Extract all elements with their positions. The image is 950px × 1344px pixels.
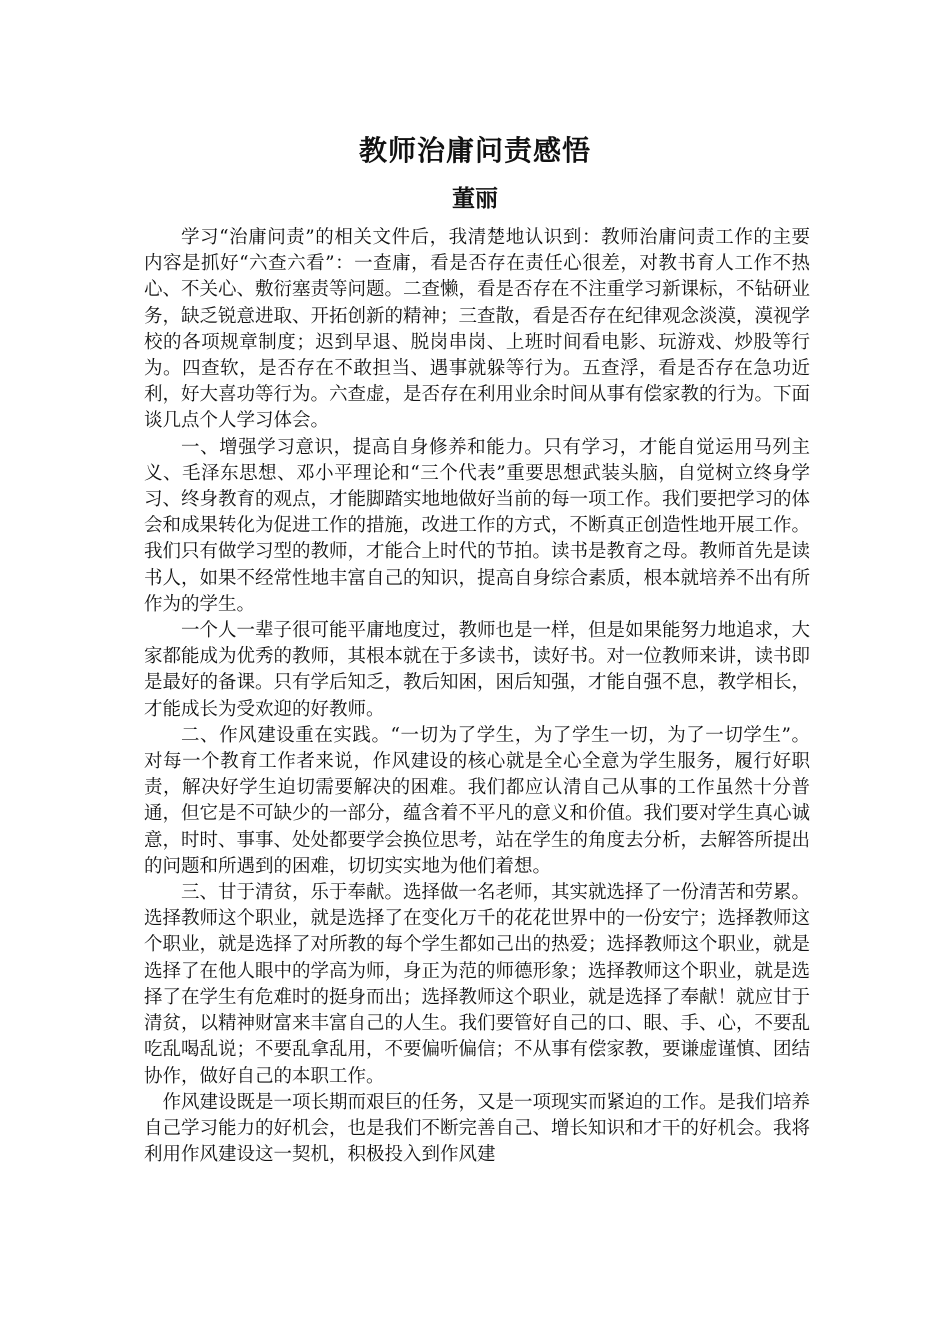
document-body	[144, 225, 810, 1168]
paragraph-learning: 一、增强学习意识，提高自身修养和能力。只有学习，才能自觉运用马列主义、毛泽东思想、邓小平理论和“三个代表”重要思想武装头脑，自觉树立终身学习、终身教育的观点，才能脚踏实地地做好当前的每一项工作。我们要把学习的体会和成果转化为促进工作的措施，改进工作的方式，不断真正创造性地开展工作。我们只有做学习型的教师，才能合上时代的节拍。读书是教育之母。教师首先是读书人，如果不经常性地丰富自己的知识，提高自身综合素质，根本就培养不出有所作为的学生。	[144, 436, 811, 615]
paragraph-reading: 一个人一辈子很可能平庸地度过，教师也是一样，但是如果能努力地追求，大家都能成为优秀的教师，其根本就在于多读书，读好书。对一位教师来讲，读书即是最好的备课。只有学后知乏，教后知困，困后知强，才能自强不息，教学相长，才能成长为受欢迎的好教师。	[144, 620, 811, 720]
paragraph-practice: 二、作风建设重在实践。“一切为了学生，为了学生一切，为了一切学生”。对每一个教育工作者来说，作风建设的核心就是全心全意为学生服务，履行好职责，解决好学生迫切需要解决的困难。我们都应认清自己从事的工作虽然十分普通，但它是不可缺少的一部分，蕴含着不平凡的意义和价值。我们要对学生真心诚意，时时、事事、处处都要学会换位思考，站在学生的角度去分析，去解答所提出的问题和所遇到的困难，切切实实地为他们着想。	[144, 724, 811, 877]
document-author: 董丽	[452, 186, 498, 212]
paragraph-conclusion: 作风建设既是一项长期而艰巨的任务，又是一项现实而紧迫的工作。是我们培养自己学习能力的好机会，也是我们不断完善自己、增长知识和才干的好机会。我将利用作风建设这一契机，积极投入到作风建	[144, 1091, 811, 1166]
paragraph-dedication: 三、甘于清贫，乐于奉献。选择做一名老师，其实就选择了一份清苦和劳累。选择教师这个职业，就是选择了在变化万千的花花世界中的一份安宁；选择教师这个职业，就是选择了对所教的每个学生都如己出的热爱；选择教师这个职业，就是选择了在他人眼中的学高为师，身正为范的师德形象；选择教师这个职业，就是选择了在学生有危难时的挺身而出；选择教师这个职业，就是选择了奉献！就应甘于清贫，以精神财富来丰富自己的人生。我们要管好自己的口、眼、手、心，不要乱吃乱喝乱说；不要乱拿乱用，不要偏听偏信；不从事有偿家教，要谦虚谨慎、团结协作，做好自己的本职工作。	[144, 882, 811, 1087]
paragraph-intro: 学习“治庸问责”的相关文件后，我清楚地认识到：教师治庸问责工作的主要内容是抓好“六查六看”：一查庸，看是否存在责任心很差，对教书育人工作不热心、不关心、敷衍塞责等问题。二查懒，看是否存在不注重学习新课标，不钻研业务，缺乏锐意进取、开拓创新的精神；三查散，看是否存在纪律观念淡漠，漠视学校的各项规章制度；迟到早退、脱岗串岗、上班时间看电影、玩游戏、炒股等行为。四查软，是否存在不敢担当、遇事就躲等行为。五查浮，看是否存在急功近利，好大喜功等行为。六查虚，是否存在利用业余时间从事有偿家教的行为。下面谈几点个人学习体会。	[144, 227, 811, 432]
document-title: 教师治庸问责感悟	[358, 134, 591, 167]
